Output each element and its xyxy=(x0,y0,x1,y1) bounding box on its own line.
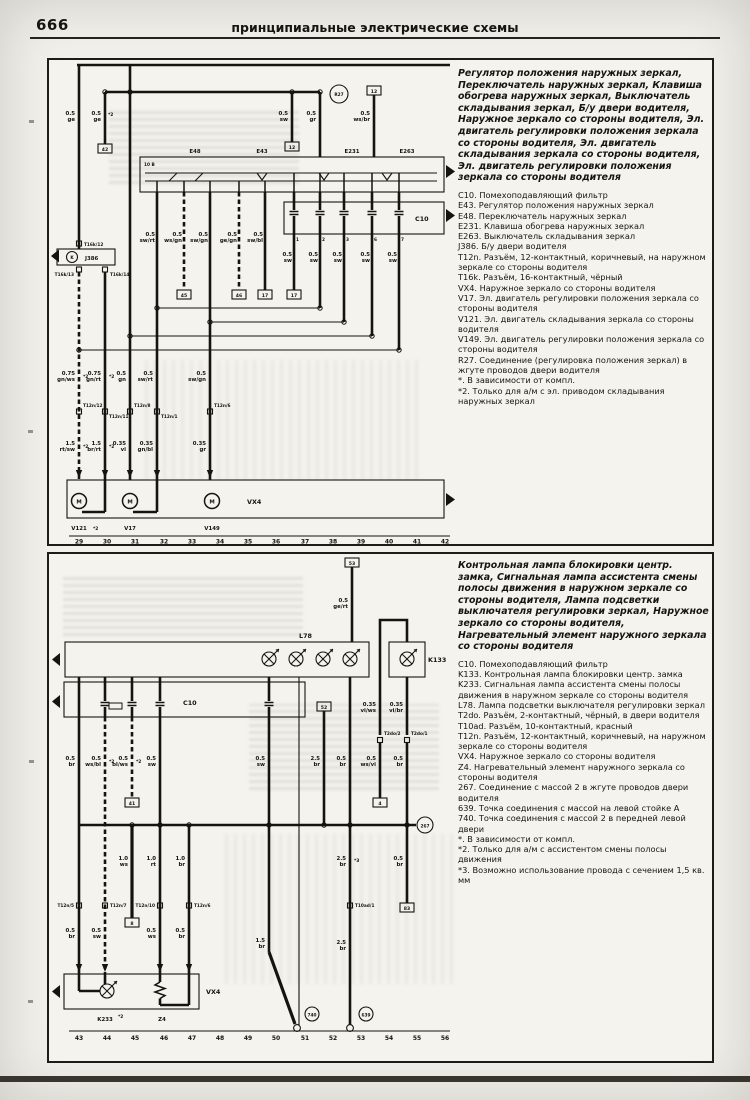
wire-size: 0.5 xyxy=(65,928,75,934)
track-ref: 12 xyxy=(370,90,378,95)
component-label: J386 xyxy=(85,255,99,262)
wire-color: bl/ws xyxy=(112,762,128,768)
connector-label: T12n/1 xyxy=(161,415,178,420)
wire-size: 1.5 xyxy=(255,938,265,944)
legend-item: C10. Помехоподавляющий фильтр xyxy=(458,658,608,669)
wire-size: 0.5 xyxy=(145,232,155,238)
wire-note: *2 xyxy=(109,760,115,765)
wire-color: ws/vi xyxy=(360,762,376,768)
svg-text:46: 46 xyxy=(159,1035,169,1042)
track-ref: 53 xyxy=(348,562,356,567)
svg-text:56: 56 xyxy=(440,1035,450,1042)
wire-color: ge/gn xyxy=(219,238,237,244)
wire-color: br xyxy=(178,934,185,940)
legend-item: E263. Выключатель складывания зеркал xyxy=(458,231,636,242)
wire-size: 0.5 xyxy=(91,756,101,762)
wire-color: vi xyxy=(120,447,126,453)
wire-note: *2 xyxy=(136,760,142,765)
wire-size: 0.5 xyxy=(91,928,101,934)
wire-size: 0.35 xyxy=(362,702,376,708)
t16k-connector xyxy=(103,267,108,272)
connector-label: T12n/12 xyxy=(83,404,103,409)
wire-size: 0.5 xyxy=(360,111,370,117)
connector-label: T2do/2 xyxy=(384,732,401,737)
legend-item: *3. Возможно использование провода с сечением 1,5 кв. мм xyxy=(458,864,705,885)
track-ref: 52 xyxy=(320,706,328,711)
legend-item: 639. Точка соединения с массой на левой стойке А xyxy=(458,802,680,813)
connector-label: T12n/6 xyxy=(194,904,211,909)
wire-color: br xyxy=(339,862,346,868)
wire-size: 1.0 xyxy=(146,856,156,862)
svg-text:52: 52 xyxy=(328,1035,338,1042)
wire-size: 0.5 xyxy=(91,111,101,117)
scan-mark xyxy=(29,120,34,123)
routing-lines xyxy=(77,306,401,352)
connector-label: T12n/5 xyxy=(57,904,74,909)
diagram-panel-mirror-heater-lamps xyxy=(47,552,714,1063)
wire-color: sw xyxy=(147,762,156,768)
c10-filter xyxy=(52,677,305,717)
component-label: K233 xyxy=(97,1017,113,1023)
continuation-arrow-left xyxy=(52,695,60,708)
wire-color: sw xyxy=(283,258,292,264)
wire-size: 0.5 xyxy=(143,371,153,377)
track-ref: 8 xyxy=(130,922,134,927)
wire-color: ws/br xyxy=(353,117,370,123)
pin-number: 1 xyxy=(296,238,299,243)
wire-color: gr xyxy=(199,447,206,453)
wire-color: sw xyxy=(279,117,288,123)
connector-label: T16k/12 xyxy=(84,243,104,248)
svg-text:34: 34 xyxy=(215,538,225,544)
wire-color: vi/ws xyxy=(360,708,376,714)
wire-size: 0.35 xyxy=(192,441,206,447)
svg-text:45: 45 xyxy=(130,1035,140,1042)
svg-text:49: 49 xyxy=(243,1035,253,1042)
wire-size: 0.5 xyxy=(308,252,318,258)
legend-item: E43. Регулятор положения наружных зеркал xyxy=(458,200,654,211)
legend-item: *2. Только для а/м с ассистентом смены полосы движения xyxy=(458,844,667,865)
wire-color: gn xyxy=(118,377,126,383)
wire-size: 1.5 xyxy=(91,441,101,447)
legend-item: E231. Клавиша обогрева наружных зеркал xyxy=(458,220,645,231)
wire-color: br xyxy=(68,934,75,940)
wire-color: ws xyxy=(147,934,156,940)
t16k-connector xyxy=(77,267,82,272)
track-ref: 4 xyxy=(378,802,382,807)
c10-output-wires xyxy=(282,234,404,350)
ground-ref: 639 xyxy=(361,1013,371,1019)
continuation-arrow-right xyxy=(446,209,455,222)
legend-item: V17. Эл. двигатель регулировки положения зеркала со стороны водителя xyxy=(458,292,699,314)
wire-color: gn/rt xyxy=(86,377,101,383)
svg-text:54: 54 xyxy=(384,1035,394,1042)
wire-size: 0.5 xyxy=(393,856,403,862)
svg-text:41: 41 xyxy=(412,538,422,544)
description-column xyxy=(458,66,710,406)
continuation-arrow-left xyxy=(51,250,59,263)
wire-size: 1.0 xyxy=(175,856,185,862)
legend-item: K233. Сигнальная лампа ассистента смены полосы движения в наружном зеркале со стороны водителя xyxy=(458,679,689,700)
wire-color: br xyxy=(68,762,75,768)
header-rule xyxy=(30,37,720,39)
wire-color: ws/bl xyxy=(85,762,101,768)
svg-text:43: 43 xyxy=(74,1035,84,1042)
wire-note: *2 xyxy=(109,445,115,450)
connector-label: T2do/1 xyxy=(411,732,428,737)
wire-size: 0.5 xyxy=(65,111,75,117)
wire-size: 0.5 xyxy=(65,756,75,762)
vx4-mirror-assembly xyxy=(52,974,221,1023)
component-legend xyxy=(458,190,710,406)
connector-label: T16k/14 xyxy=(110,273,130,278)
component-label: V121 xyxy=(71,526,87,532)
wire-color: br/rt xyxy=(87,447,101,453)
component-label: E43 xyxy=(256,149,268,155)
diagram-title: Регулятор положения наружных зеркал, Переключатель наружных зеркал, Клавиша обогрева наружных зеркал, Выключатель складывания зеркал, Б/у двери водителя, Наружное зеркало со стороны водителя, Эл. двигатель регулировки положения зеркала со стороны водителя, Эл. двигатель складывания зеркала со стороны водителя, Эл. двигатель регулировки положения зеркала со стороны водителя xyxy=(458,68,705,184)
track-ref: 17 xyxy=(290,294,298,299)
r27-connection xyxy=(330,85,348,103)
wire-size: 0.5 xyxy=(146,928,156,934)
svg-text:50: 50 xyxy=(271,1035,281,1042)
svg-text:42: 42 xyxy=(440,538,450,544)
continuation-arrow-right xyxy=(446,493,455,506)
wire-size: 0.5 xyxy=(227,232,237,238)
motor-symbol: M xyxy=(127,499,133,506)
track-ref: 46 xyxy=(235,294,243,299)
component-label: V17 xyxy=(124,526,136,532)
legend-item: VX4. Наружное зеркало со стороны водителя xyxy=(458,282,656,293)
k133-lock-lamp xyxy=(380,620,446,735)
component-label: C10 xyxy=(183,699,197,707)
legend-item: T2do. Разъём, 2-контактный, чёрный, в двери водителя xyxy=(458,710,700,721)
legend-item: R27. Соединение (регулировка положения зеркал) в жгуте проводов двери водителя xyxy=(458,354,688,375)
svg-text:40: 40 xyxy=(384,538,394,544)
wire-size: 1.5 xyxy=(65,441,75,447)
wire-size: 0.5 xyxy=(172,232,182,238)
wire-color: br xyxy=(313,762,320,768)
pin-number: 7 xyxy=(401,238,404,243)
wire-color: sw xyxy=(388,258,397,264)
wire-color: sw/gn xyxy=(190,238,208,244)
legend-item: T10ad. Разъём, 10-контактный, красный xyxy=(458,720,633,731)
wire-size: 2.5 xyxy=(336,856,346,862)
continuation-arrow-left xyxy=(52,653,60,666)
heater-element-symbol xyxy=(155,974,189,1005)
lamp-symbol xyxy=(343,649,360,666)
svg-text:33: 33 xyxy=(187,538,197,544)
wire-size: 0.5 xyxy=(146,756,156,762)
wire-size: 0.35 xyxy=(112,441,126,447)
wire-size: 0.35 xyxy=(389,702,403,708)
wire-color: br xyxy=(396,762,403,768)
wire-size: 0.5 xyxy=(282,252,292,258)
wire-note: *2 xyxy=(109,375,115,380)
legend-item: V149. Эл. двигатель регулировки положения зеркала со стороны водителя xyxy=(458,334,705,355)
wire-size: 0.5 xyxy=(196,371,206,377)
svg-text:44: 44 xyxy=(102,1035,112,1042)
svg-text:32: 32 xyxy=(159,538,169,544)
scan-mark xyxy=(28,430,33,433)
legend-item: T16k. Разъём, 16-контактный, чёрный xyxy=(458,272,623,283)
wire-color: sw xyxy=(309,258,318,264)
wire-size: 0.5 xyxy=(336,756,346,762)
wire-size: 1.0 xyxy=(118,856,128,862)
component-label: K133 xyxy=(428,656,447,664)
wire-color: vi/br xyxy=(389,708,403,714)
wire-color: sw/bl xyxy=(247,238,263,244)
wiring-diagram-mirror-heater xyxy=(49,554,455,1061)
mirror-feed-wires xyxy=(54,272,231,480)
lamp-symbol xyxy=(262,649,279,666)
legend-item: 740. Точка соединения с массой 2 в передней левой двери xyxy=(458,813,686,834)
wire-size: 0.5 xyxy=(387,252,397,258)
svg-text:38: 38 xyxy=(328,538,338,544)
component-label: V149 xyxy=(204,526,220,532)
wire-color: br xyxy=(339,946,346,952)
legend-item: Z4. Нагревательный элемент наружного зеркала со стороны водителя xyxy=(458,761,685,783)
wire-note: *2 xyxy=(108,113,114,118)
svg-text:29: 29 xyxy=(74,538,84,544)
component-label: Z4 xyxy=(158,1017,166,1023)
connector-label: T12n/7 xyxy=(110,904,127,909)
wire-size: 2.5 xyxy=(336,940,346,946)
legend-item: V121. Эл. двигатель складывания зеркала со стороны водителя xyxy=(458,313,694,334)
j386-door-control-unit xyxy=(51,241,129,278)
legend-item: *. В зависимости от компл. xyxy=(458,833,575,844)
pin-number: 2 xyxy=(322,238,325,243)
current-track-scale xyxy=(69,536,450,544)
track-ref: 42 xyxy=(101,148,109,153)
connector-label: T10ad/1 xyxy=(355,904,375,909)
wire-size: 0.5 xyxy=(253,232,263,238)
wire-color: ge xyxy=(67,117,75,123)
top-feed xyxy=(333,558,359,642)
relay-symbol: K xyxy=(70,256,74,262)
continuation-arrow-right xyxy=(446,165,455,178)
svg-text:53: 53 xyxy=(356,1035,366,1042)
legend-item: *. В зависимости от компл. xyxy=(458,375,575,386)
wire-size: 0.5 xyxy=(278,111,288,117)
wire-size: 0.5 xyxy=(338,598,348,604)
wire-note: *2 xyxy=(93,527,99,532)
wire-size: 0.5 xyxy=(198,232,208,238)
wire-note: *2 xyxy=(118,1015,124,1020)
wire-size: 0.5 xyxy=(306,111,316,117)
wire-size: 0.75 xyxy=(87,371,101,377)
component-label: E48 xyxy=(189,149,201,155)
c10-filter xyxy=(284,192,444,234)
svg-text:47: 47 xyxy=(187,1035,197,1042)
svg-text:55: 55 xyxy=(412,1035,422,1042)
wire-color: sw xyxy=(333,258,342,264)
connector-label: T12n/10 xyxy=(135,904,155,909)
svg-text:37: 37 xyxy=(300,538,310,544)
wire-size: 0.5 xyxy=(393,756,403,762)
current-track-scale xyxy=(69,1031,450,1042)
wire-size: 0.5 xyxy=(332,252,342,258)
connector-label: T12n/6 xyxy=(214,404,231,409)
wire-color: ws xyxy=(119,862,128,868)
mirror-switch-block xyxy=(140,149,444,192)
wire-color: gr xyxy=(309,117,316,123)
component-label: C10 xyxy=(415,215,429,223)
legend-item: VX4. Наружное зеркало со стороны водителя xyxy=(458,751,656,762)
track-ref: 45 xyxy=(180,294,188,299)
svg-text:51: 51 xyxy=(300,1035,310,1042)
svg-text:36: 36 xyxy=(271,538,281,544)
terminal-label: 10 B xyxy=(144,163,155,168)
component-label: VX4 xyxy=(247,498,262,506)
wire-size: 0.5 xyxy=(118,756,128,762)
wire-color: rt xyxy=(150,862,156,868)
wire-size: 0.5 xyxy=(360,252,370,258)
ground-ref: 740 xyxy=(307,1013,317,1019)
connector-label: T12n/8 xyxy=(134,404,151,409)
lamp-symbol xyxy=(289,649,306,666)
legend-item: E48. Переключатель наружных зеркал xyxy=(458,210,627,221)
svg-text:48: 48 xyxy=(215,1035,225,1042)
wire-size: 0.5 xyxy=(116,371,126,377)
vx4-mirror-assembly xyxy=(67,480,455,532)
page-number: 666 xyxy=(36,16,69,34)
track-ref: 83 xyxy=(403,907,411,912)
diagram-panel-mirror-adjustment xyxy=(47,58,714,546)
pin-number: 3 xyxy=(346,238,349,243)
svg-text:39: 39 xyxy=(356,538,366,544)
component-legend xyxy=(458,659,710,886)
wire-color: gn/bl xyxy=(137,447,153,453)
connector-label: T16k/13 xyxy=(54,273,74,278)
wire-labels-top xyxy=(65,111,370,123)
component-label: VX4 xyxy=(206,988,221,996)
wire-size: 0.5 xyxy=(366,756,376,762)
svg-text:35: 35 xyxy=(243,538,253,544)
ground-points xyxy=(269,677,373,1031)
lamp-symbol xyxy=(100,981,117,998)
motor-symbol: M xyxy=(209,499,215,506)
motor-symbol: M xyxy=(76,499,82,506)
wire-size: 0.5 xyxy=(255,756,265,762)
wire-color: gn/ws xyxy=(57,377,75,383)
page-title: принципиальные электрические схемы xyxy=(231,20,519,35)
l78-lamp-strip xyxy=(52,632,369,677)
legend-item: J386. Б/у двери водителя xyxy=(458,241,567,252)
scan-bottom-edge xyxy=(0,1076,750,1082)
wire-note: *2 xyxy=(83,375,89,380)
svg-text:30: 30 xyxy=(102,538,112,544)
wire-size: 0.5 xyxy=(175,928,185,934)
wire-color: sw/gn xyxy=(188,377,206,383)
wire-note: *3 xyxy=(354,859,360,864)
legend-item: K133. Контрольная лампа блокировки центр. замка xyxy=(458,669,683,680)
wiring-diagram-mirror-adjust xyxy=(49,60,455,544)
wire-color: br xyxy=(258,944,265,950)
wire-color: sw xyxy=(361,258,370,264)
component-label: E231 xyxy=(344,149,360,155)
wire-color: ws/gn xyxy=(164,238,182,244)
legend-item: *2. Только для а/м с эл. приводом складывания наружных зеркал xyxy=(458,385,665,406)
ground-ref: 267 xyxy=(420,824,430,830)
wire-color: br xyxy=(396,862,403,868)
lamp-symbol xyxy=(316,649,333,666)
wire-color: sw xyxy=(256,762,265,768)
wire-color: sw/rt xyxy=(139,238,155,244)
scan-mark xyxy=(28,1000,33,1003)
component-label: L78 xyxy=(299,632,312,640)
component-label: R27 xyxy=(334,93,344,98)
legend-item: C10. Помехоподавляющий фильтр xyxy=(458,189,608,200)
track-ref: 12 xyxy=(288,146,296,151)
wire-color: ge/rt xyxy=(333,604,348,610)
wire-color: br xyxy=(178,862,185,868)
power-bus xyxy=(77,65,450,480)
svg-text:31: 31 xyxy=(130,538,140,544)
wire-size: 0.75 xyxy=(61,371,75,377)
track-ref: 17 xyxy=(261,294,269,299)
wire-size: 2.5 xyxy=(310,756,320,762)
description-column xyxy=(458,558,710,885)
legend-item: 267. Соединение с массой 2 в жгуте проводов двери водителя xyxy=(458,782,689,803)
legend-item: T12n. Разъём, 12-контактный, коричневый, на наружном зеркале со стороны водителя xyxy=(458,730,706,752)
right-wires xyxy=(307,677,428,1025)
wire-color: sw xyxy=(92,934,101,940)
legend-item: L78. Лампа подсветки выключателя регулировки зеркал xyxy=(458,699,705,710)
legend-item: T12n. Разъём, 12-контактный, коричневый, на наружном зеркале со стороны водителя xyxy=(458,251,706,273)
wire-color: rt/sw xyxy=(59,447,75,453)
wire-color: br xyxy=(339,762,346,768)
wire-size: 0.35 xyxy=(139,441,153,447)
pin-number: 6 xyxy=(374,238,377,243)
wire-color: sw/rt xyxy=(137,377,153,383)
wire-color: ge xyxy=(93,117,101,123)
diagram-title: Контрольная лампа блокировки центр. замка, Сигнальная лампа ассистента смены полосы движения в наружном зеркале со стороны водителя, Лампа подсветки выключателя регулировки зеркал, Наружное зеркало со стороны водителя, Нагревательный элемент наружного зеркала со стороны водителя xyxy=(458,560,709,653)
scan-mark xyxy=(29,760,34,763)
component-label: E263 xyxy=(399,149,415,155)
track-ref: 41 xyxy=(128,802,136,807)
continuation-arrow-left xyxy=(52,985,60,998)
wire-note: *2 xyxy=(83,445,89,450)
connector-label: T12n/11 xyxy=(109,415,129,420)
